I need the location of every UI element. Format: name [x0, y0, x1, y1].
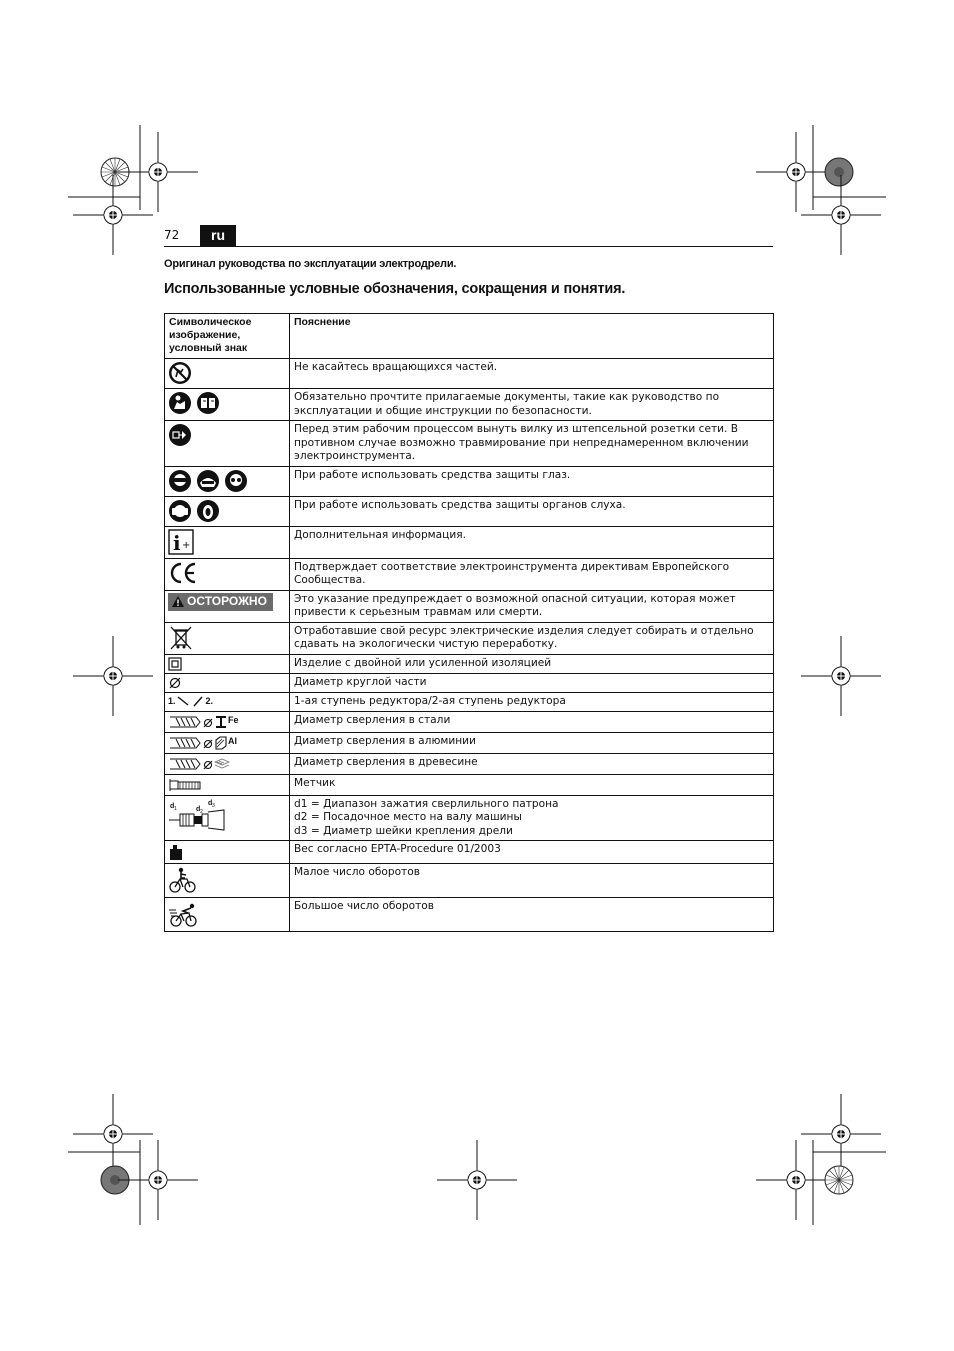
col-symbol-header: Символическое изображение, условный знак: [165, 314, 290, 359]
table-row: [165, 673, 774, 692]
page-number: 72: [164, 228, 180, 242]
row-text: Диаметр сверления в стали: [290, 711, 774, 732]
gear-stage-1-icon: [176, 695, 192, 707]
material-fe-label: Fe: [228, 714, 239, 725]
table-row: [165, 654, 774, 673]
table-row: [165, 389, 774, 421]
table-row: [165, 898, 774, 932]
svg-text:d: d: [208, 799, 213, 807]
row-text: Это указание предупреждает о возможной опасной ситуации, которая может привести к серьезным травмам или смерти.: [290, 590, 774, 622]
drill-bit-icon: [168, 714, 202, 730]
table-row: [165, 795, 774, 841]
row-text: Отработавшие свой ресурс электрические изделия следует собирать и отдельно сдавать на экологически чистую переработку.: [290, 622, 774, 654]
read-manual-icon: [168, 391, 220, 415]
row-text: Метчик: [290, 774, 774, 795]
row-text: Подтверждает соответствие электроинструмента директивам Европейского Сообщества.: [290, 558, 774, 590]
svg-text:3: 3: [212, 802, 215, 809]
info-icon: [168, 529, 194, 555]
eye-protection-icon: [168, 469, 248, 493]
table-row: [165, 864, 774, 898]
warning-label-text: ОСТОРОЖНО: [187, 593, 267, 608]
diameter-icon: [202, 735, 214, 751]
ear-protection-icon: [168, 499, 220, 523]
header-rule: [164, 246, 773, 247]
row-text: Диаметр сверления в алюминии: [290, 732, 774, 753]
table-row: [165, 558, 774, 590]
table-row: [165, 496, 774, 526]
double-insulation-icon: [168, 657, 182, 671]
svg-text:d: d: [170, 802, 175, 810]
table-row: [165, 711, 774, 732]
d1-text: d1 = Диапазон зажатия сверлильного патрона: [294, 797, 559, 810]
steel-profile-icon: [214, 714, 228, 730]
ce-mark-icon: [168, 561, 198, 585]
table-row: [165, 421, 774, 467]
svg-text:+: +: [182, 539, 191, 551]
table-row: [165, 590, 774, 622]
table-row: [165, 466, 774, 496]
gear-stage-2-label: 2.: [205, 695, 214, 706]
row-text-multiline: [290, 795, 774, 841]
table-row: [165, 774, 774, 795]
row-text: Обязательно прочтите прилагаемые документы, такие как руководство по эксплуатации и общие инструкции по безопасности.: [290, 389, 774, 421]
document-subheading: Оригинал руководства по эксплуатации электродрели.: [164, 258, 457, 270]
warning-triangle-icon: [171, 595, 185, 608]
aluminium-block-icon: [214, 735, 228, 751]
svg-text:i: i: [173, 530, 181, 555]
row-text: Большое число оборотов: [290, 898, 774, 932]
row-text: Перед этим рабочим процессом вынуть вилку из штепсельной розетки сети. В противном случае возможно травмирование при непреднамеренном включении электроинструмента.: [290, 421, 774, 467]
row-text: Дополнительная информация.: [290, 526, 774, 558]
drill-bit-icon: [168, 735, 202, 751]
row-text: Диаметр сверления в древесине: [290, 753, 774, 774]
d2-text: d2 = Посадочное место на валу машины: [294, 811, 522, 824]
row-text: При работе использовать средства защиты глаз.: [290, 466, 774, 496]
row-text: Не касайтесь вращающихся частей.: [290, 359, 774, 389]
svg-text:2: 2: [200, 808, 203, 815]
row-text: Изделие с двойной или усиленной изоляцией: [290, 654, 774, 673]
material-al-label: Al: [228, 735, 237, 746]
tap-icon: [168, 777, 202, 793]
row-text: Вес согласно EPTA-Procedure 01/2003: [290, 841, 774, 864]
weight-icon: [168, 843, 184, 861]
table-row: [165, 359, 774, 389]
table-row: [165, 526, 774, 558]
symbols-table: [164, 313, 774, 932]
chuck-dimensions-icon: [168, 798, 232, 834]
gear-stage-2-icon: [192, 695, 206, 707]
diameter-icon: [202, 714, 214, 730]
row-text: 1-ая ступень редуктора/2-ая ступень редуктора: [290, 692, 774, 711]
row-text: При работе использовать средства защиты органов слуха.: [290, 496, 774, 526]
no-touch-rotating-icon: [168, 361, 192, 385]
table-row: [165, 732, 774, 753]
gear-stage-1-label: 1.: [168, 695, 176, 706]
diameter-icon: [168, 676, 182, 690]
svg-text:1: 1: [174, 805, 177, 812]
high-speed-bicycle-icon: [168, 900, 202, 928]
table-row: [165, 622, 774, 654]
section-heading: Использованные условные обозначения, сокращения и понятия.: [164, 281, 626, 297]
unplug-icon: [168, 423, 192, 447]
table-row: [165, 692, 774, 711]
d3-text: d3 = Диаметр шейки крепления дрели: [294, 824, 513, 837]
table-row: [165, 841, 774, 864]
low-speed-bicycle-icon: [168, 866, 198, 894]
row-text: Диаметр круглой части: [290, 673, 774, 692]
row-text: Малое число оборотов: [290, 864, 774, 898]
weee-bin-icon: [168, 625, 194, 651]
col-explanation-header: Пояснение: [290, 314, 774, 359]
svg-text:d: d: [196, 805, 201, 813]
wood-grain-icon: [214, 756, 230, 772]
table-row: [165, 753, 774, 774]
drill-bit-icon: [168, 756, 202, 772]
language-tab: ru: [200, 225, 236, 246]
diameter-icon: [202, 756, 214, 772]
warning-label: [168, 593, 273, 611]
